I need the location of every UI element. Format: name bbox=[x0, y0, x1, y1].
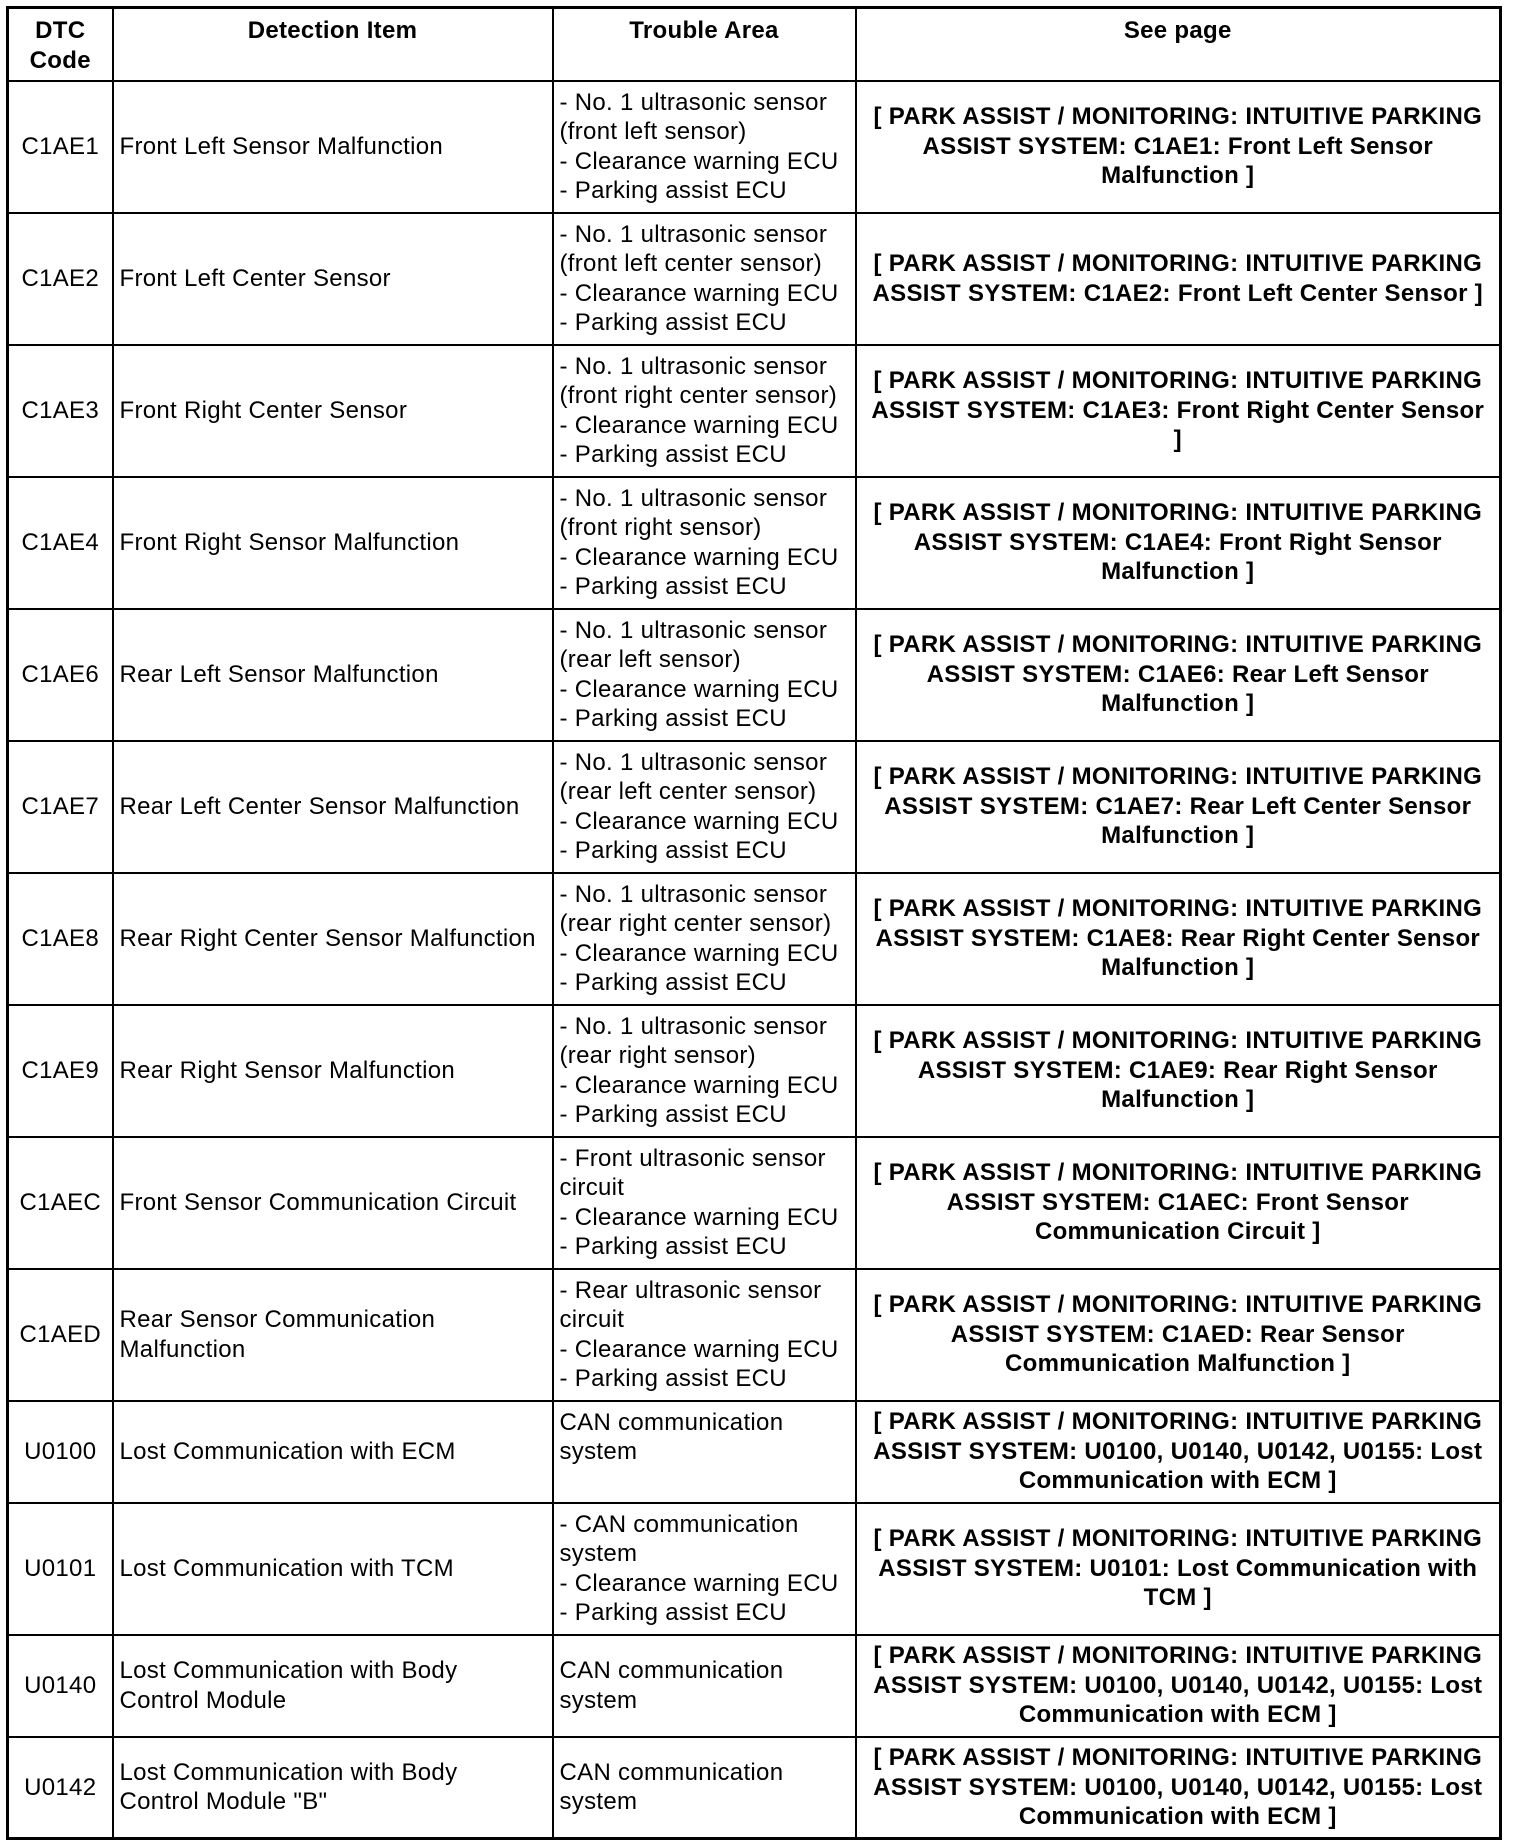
table-row bbox=[8, 477, 1501, 609]
see-page-link[interactable]: [ PARK ASSIST / MONITORING: INTUITIVE PARKING ASSIST SYSTEM: C1AE4: Front Right Sensor Malfunction ] bbox=[873, 499, 1483, 586]
see-page-link[interactable]: [ PARK ASSIST / MONITORING: INTUITIVE PARKING ASSIST SYSTEM: C1AE7: Rear Left Center Sensor Malfunction ] bbox=[873, 763, 1483, 850]
detection-item: Rear Sensor Communication Malfunction bbox=[113, 1269, 553, 1401]
see-page-link[interactable]: [ PARK ASSIST / MONITORING: INTUITIVE PARKING ASSIST SYSTEM: U0100, U0140, U0142, U0155: Lost Communication with ECM ] bbox=[873, 1642, 1483, 1729]
table-row bbox=[8, 1137, 1501, 1269]
table-row bbox=[8, 1503, 1501, 1635]
table-row bbox=[8, 741, 1501, 873]
detection-item: Lost Communication with ECM bbox=[113, 1401, 553, 1503]
dtc-code: U0100 bbox=[8, 1401, 113, 1503]
trouble-area: - CAN communication system - Clearance warning ECU - Parking assist ECU bbox=[553, 1503, 856, 1635]
dtc-code: U0142 bbox=[8, 1737, 113, 1839]
trouble-area: - No. 1 ultrasonic sensor (front left center sensor) - Clearance warning ECU - Parking assist ECU bbox=[553, 213, 856, 345]
trouble-area: - No. 1 ultrasonic sensor (rear right sensor) - Clearance warning ECU - Parking assist ECU bbox=[553, 1005, 856, 1137]
dtc-code: C1AE7 bbox=[8, 741, 113, 873]
see-page-cell bbox=[856, 1401, 1501, 1503]
see-page-cell bbox=[856, 1269, 1501, 1401]
detection-item: Lost Communication with TCM bbox=[113, 1503, 553, 1635]
see-page-link[interactable]: [ PARK ASSIST / MONITORING: INTUITIVE PARKING ASSIST SYSTEM: C1AED: Rear Sensor Communication Malfunction ] bbox=[873, 1291, 1483, 1378]
see-page-link[interactable]: [ PARK ASSIST / MONITORING: INTUITIVE PARKING ASSIST SYSTEM: C1AE6: Rear Left Sensor Malfunction ] bbox=[873, 631, 1483, 718]
table-row bbox=[8, 609, 1501, 741]
see-page-cell bbox=[856, 345, 1501, 477]
dtc-code: C1AE6 bbox=[8, 609, 113, 741]
detection-item: Lost Communication with Body Control Module bbox=[113, 1635, 553, 1737]
dtc-code: C1AE4 bbox=[8, 477, 113, 609]
dtc-code: U0101 bbox=[8, 1503, 113, 1635]
see-page-cell bbox=[856, 873, 1501, 1005]
see-page-link[interactable]: [ PARK ASSIST / MONITORING: INTUITIVE PARKING ASSIST SYSTEM: C1AE3: Front Right Center Sensor ] bbox=[871, 367, 1485, 454]
see-page-cell bbox=[856, 741, 1501, 873]
see-page-cell bbox=[856, 1635, 1501, 1737]
table-row bbox=[8, 1269, 1501, 1401]
see-page-link[interactable]: [ PARK ASSIST / MONITORING: INTUITIVE PARKING ASSIST SYSTEM: U0100, U0140, U0142, U0155: Lost Communication with ECM ] bbox=[873, 1744, 1483, 1830]
dtc-code: C1AED bbox=[8, 1269, 113, 1401]
trouble-area: - No. 1 ultrasonic sensor (rear left sensor) - Clearance warning ECU - Parking assist ECU bbox=[553, 609, 856, 741]
detection-item: Front Left Sensor Malfunction bbox=[113, 81, 553, 213]
detection-item: Front Right Sensor Malfunction bbox=[113, 477, 553, 609]
dtc-table bbox=[6, 6, 1502, 1840]
dtc-code: C1AE8 bbox=[8, 873, 113, 1005]
see-page-link[interactable]: [ PARK ASSIST / MONITORING: INTUITIVE PARKING ASSIST SYSTEM: C1AE9: Rear Right Sensor Malfunction ] bbox=[873, 1027, 1483, 1114]
see-page-link[interactable]: [ PARK ASSIST / MONITORING: INTUITIVE PARKING ASSIST SYSTEM: C1AEC: Front Sensor Communication Circuit ] bbox=[873, 1159, 1483, 1246]
see-page-link[interactable]: [ PARK ASSIST / MONITORING: INTUITIVE PARKING ASSIST SYSTEM: C1AE8: Rear Right Center Sensor Malfunction ] bbox=[873, 895, 1483, 982]
header-dtc-code: DTC Code bbox=[8, 8, 113, 81]
detection-item: Lost Communication with Body Control Module "B" bbox=[113, 1737, 553, 1839]
see-page-link[interactable]: [ PARK ASSIST / MONITORING: INTUITIVE PARKING ASSIST SYSTEM: U0100, U0140, U0142, U0155: Lost Communication with ECM ] bbox=[873, 1408, 1483, 1495]
table-row bbox=[8, 1635, 1501, 1737]
detection-item: Front Sensor Communication Circuit bbox=[113, 1137, 553, 1269]
table-row bbox=[8, 1737, 1501, 1839]
trouble-area: - No. 1 ultrasonic sensor (rear right center sensor) - Clearance warning ECU - Parking assist ECU bbox=[553, 873, 856, 1005]
detection-item: Rear Left Sensor Malfunction bbox=[113, 609, 553, 741]
see-page-cell bbox=[856, 477, 1501, 609]
see-page-cell bbox=[856, 1005, 1501, 1137]
dtc-code: U0140 bbox=[8, 1635, 113, 1737]
trouble-area: - No. 1 ultrasonic sensor (rear left center sensor) - Clearance warning ECU - Parking assist ECU bbox=[553, 741, 856, 873]
trouble-area: CAN communication system bbox=[553, 1635, 856, 1737]
dtc-code: C1AE3 bbox=[8, 345, 113, 477]
dtc-code: C1AE1 bbox=[8, 81, 113, 213]
detection-item: Rear Right Sensor Malfunction bbox=[113, 1005, 553, 1137]
header-see-page: See page bbox=[856, 8, 1501, 81]
table-row bbox=[8, 873, 1501, 1005]
see-page-cell bbox=[856, 609, 1501, 741]
header-trouble-area: Trouble Area bbox=[553, 8, 856, 81]
dtc-code: C1AEC bbox=[8, 1137, 113, 1269]
trouble-area: - No. 1 ultrasonic sensor (front right center sensor) - Clearance warning ECU - Parking assist ECU bbox=[553, 345, 856, 477]
detection-item: Rear Left Center Sensor Malfunction bbox=[113, 741, 553, 873]
trouble-area: - No. 1 ultrasonic sensor (front right sensor) - Clearance warning ECU - Parking assist ECU bbox=[553, 477, 856, 609]
see-page-cell bbox=[856, 213, 1501, 345]
table-row bbox=[8, 81, 1501, 213]
dtc-code: C1AE9 bbox=[8, 1005, 113, 1137]
trouble-area: - Rear ultrasonic sensor circuit - Clearance warning ECU - Parking assist ECU bbox=[553, 1269, 856, 1401]
see-page-link[interactable]: [ PARK ASSIST / MONITORING: INTUITIVE PARKING ASSIST SYSTEM: C1AE2: Front Left Center Sensor ] bbox=[872, 250, 1483, 307]
see-page-cell bbox=[856, 1503, 1501, 1635]
detection-item: Rear Right Center Sensor Malfunction bbox=[113, 873, 553, 1005]
table-header-row bbox=[8, 8, 1501, 81]
table-row bbox=[8, 1005, 1501, 1137]
dtc-code: C1AE2 bbox=[8, 213, 113, 345]
table-row bbox=[8, 345, 1501, 477]
trouble-area: CAN communication system bbox=[553, 1737, 856, 1839]
detection-item: Front Right Center Sensor bbox=[113, 345, 553, 477]
see-page-link[interactable]: [ PARK ASSIST / MONITORING: INTUITIVE PARKING ASSIST SYSTEM: C1AE1: Front Left Sensor Malfunction ] bbox=[873, 103, 1483, 190]
trouble-area: - Front ultrasonic sensor circuit - Clearance warning ECU - Parking assist ECU bbox=[553, 1137, 856, 1269]
see-page-cell bbox=[856, 1137, 1501, 1269]
trouble-area: - No. 1 ultrasonic sensor (front left sensor) - Clearance warning ECU - Parking assist ECU bbox=[553, 81, 856, 213]
trouble-area: CAN communication system bbox=[553, 1401, 856, 1503]
header-detection-item: Detection Item bbox=[113, 8, 553, 81]
see-page-cell bbox=[856, 1737, 1501, 1839]
table-row bbox=[8, 213, 1501, 345]
see-page-cell bbox=[856, 81, 1501, 213]
table-row bbox=[8, 1401, 1501, 1503]
detection-item: Front Left Center Sensor bbox=[113, 213, 553, 345]
see-page-link[interactable]: [ PARK ASSIST / MONITORING: INTUITIVE PARKING ASSIST SYSTEM: U0101: Lost Communication with TCM ] bbox=[873, 1525, 1483, 1612]
